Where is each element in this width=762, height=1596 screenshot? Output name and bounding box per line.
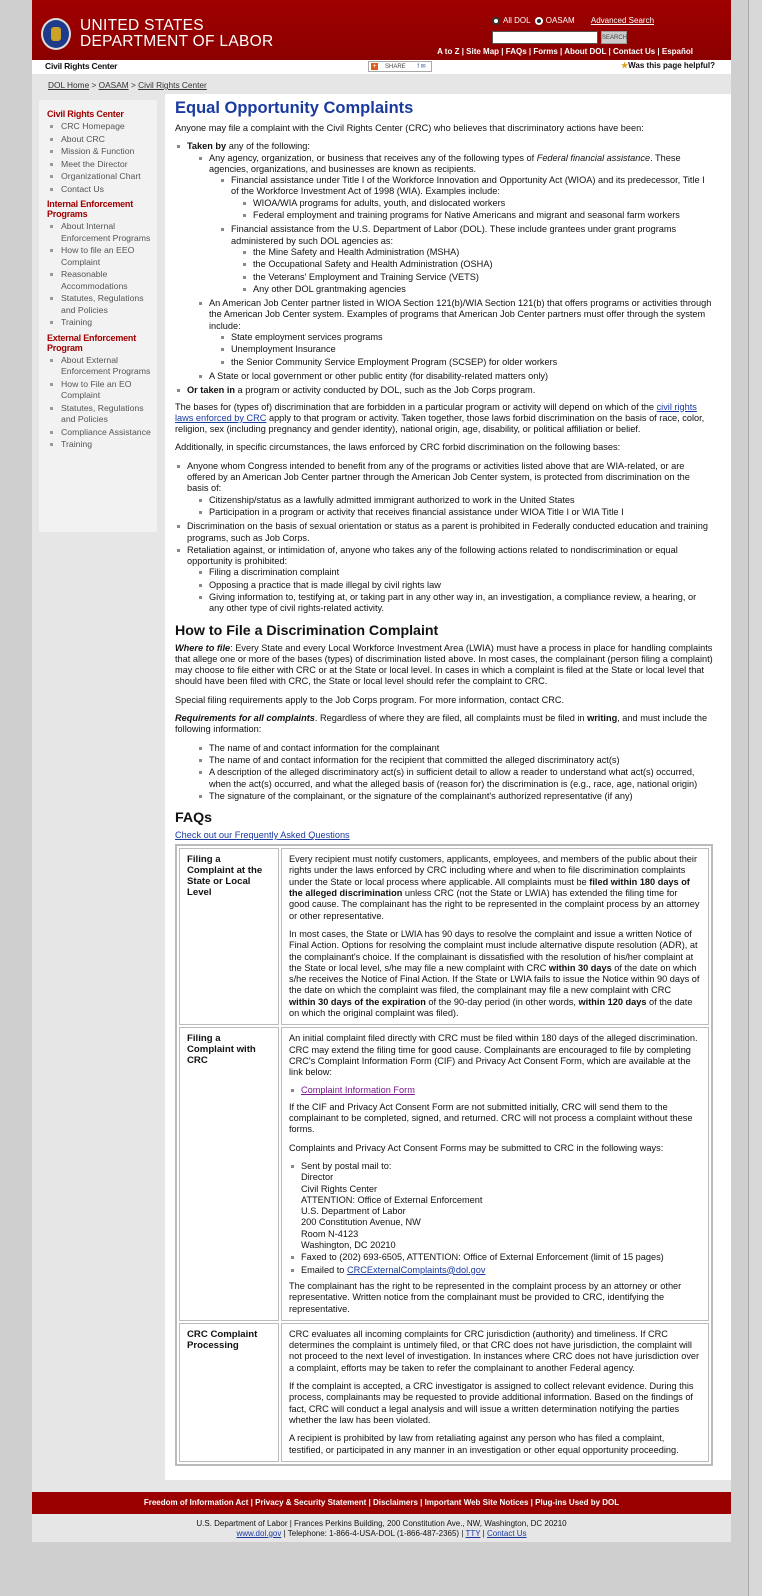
sidebar-item[interactable]: How to File an EO Complaint <box>47 379 151 402</box>
sidebar-item[interactable]: Statutes, Regulations and Policies <box>47 403 151 426</box>
facebook-twitter-email-icons: f ✉ <box>417 64 426 70</box>
row-header: CRC Complaint Processing <box>179 1323 279 1462</box>
bold-text: writing <box>587 713 618 724</box>
list-item <box>219 344 713 355</box>
bullet-list <box>241 198 713 222</box>
breadcrumb-separator: > <box>128 80 139 90</box>
list-item <box>197 507 713 518</box>
radio-all-dol-label: All DOL <box>503 16 531 25</box>
text-segment: The name of and contact information for the complainant <box>209 742 440 753</box>
cell-paragraph <box>289 1329 700 1374</box>
text-segment: a program or activity conducted by DOL, such as the Job Corps program. <box>235 385 536 396</box>
bold-text: within 30 days of the expiration <box>289 996 426 1007</box>
row-content <box>281 848 709 1025</box>
sidebar-item[interactable]: About CRC <box>47 134 151 146</box>
nav-faqs[interactable]: FAQs <box>505 47 527 56</box>
text-segment: the Mine Safety and Health Administration (MSHA) <box>253 246 460 257</box>
list-item <box>289 1085 700 1096</box>
footer-link[interactable]: Important Web Site Notices <box>424 1497 529 1507</box>
text-segment: Retaliation against, or intimidation of, anyone who takes any of the following actions related to nondiscrimination or equal opportunity is prohibited: <box>187 544 678 567</box>
text-link[interactable]: CRCExternalComplaints@dol.gov <box>346 1264 486 1275</box>
list-item <box>289 1161 700 1251</box>
bullet-list <box>197 153 713 383</box>
sidebar-item[interactable]: Contact Us <box>47 184 151 196</box>
text-segment: any of the following: <box>226 141 310 152</box>
nav-espa-ol[interactable]: Español <box>661 47 693 56</box>
advanced-search-link[interactable]: Advanced Search <box>590 16 655 25</box>
cell-paragraph <box>289 1433 700 1456</box>
nav-separator: | <box>655 47 662 56</box>
nav-separator: | <box>606 47 613 56</box>
cell-paragraph <box>289 1143 700 1154</box>
page <box>32 0 731 1542</box>
text-segment: . Regardless of where they are filed, all complaints must be filed in <box>314 713 588 724</box>
bases-paragraph <box>175 402 713 436</box>
list-item <box>241 198 713 209</box>
text-segment: the Veterans' Employment and Training Service (VETS) <box>253 271 479 282</box>
section-title: Civil Rights Center <box>45 61 118 71</box>
text-segment: , and must include the following information: <box>175 713 708 735</box>
how-to-file-heading: How to File a Discrimination Complaint <box>175 622 439 639</box>
sidebar <box>39 100 157 532</box>
radio-oasam-label: OASAM <box>545 16 575 25</box>
nav-site-map[interactable]: Site Map <box>466 47 500 56</box>
list-item <box>241 272 713 283</box>
faqs-heading: FAQs <box>175 810 213 827</box>
address-line: U.S. Department of Labor <box>301 1206 406 1217</box>
list-item <box>197 153 713 296</box>
list-item <box>219 332 713 343</box>
separator: | <box>480 1528 487 1538</box>
text-segment: A State or local government or other public entity (for disability-related matters only) <box>209 370 549 381</box>
cell-paragraph <box>289 1281 700 1315</box>
list-item <box>219 224 713 295</box>
row-header: Filing a Complaint with CRC <box>179 1027 279 1321</box>
text-segment: The complainant has the right to be represented in the complaint process by an attorney or other representative. Written notice from the complainant must be provided to CRC, identifying the representative. <box>289 1280 682 1314</box>
text-segment: : Every State and every Local Workforce Investment Area (LWIA) must have a process in place for handling complaints that allege one or more of the bases (types) of discrimination listed above. In most cases, the complainant (person filing a complaint) may choose to file either with CRC or at the State or local level. In cases in which a complaint is filed at the State or local level that should have been filed with CRC, the State or local level should refer the complaint to CRC. <box>175 642 713 687</box>
bullet-list <box>197 743 713 802</box>
bold-text: Or taken in <box>187 385 235 396</box>
bold-text: within 120 days <box>578 996 647 1007</box>
org-line-1: UNITED STATES <box>80 17 204 34</box>
text-segment: Any other DOL grantmaking agencies <box>253 283 406 294</box>
bold-text: Where to file <box>175 642 231 653</box>
nav-separator: | <box>526 47 534 56</box>
list-item <box>197 743 713 754</box>
bullet-list <box>289 1161 700 1276</box>
text-segment: of the date on which the original complaint was filed). <box>289 996 693 1018</box>
sidebar-item[interactable]: Training <box>47 439 151 451</box>
bullet-list <box>289 1085 700 1096</box>
footer-link[interactable]: Plug-ins Used by DOL <box>535 1497 620 1507</box>
bullet-list <box>175 461 713 615</box>
text-segment: The signature of the complainant, or the signature of the complainant's authorized representative (if any) <box>209 790 633 801</box>
text-segment: If the CIF and Privacy Act Consent Form are not submitted initially, CRC will send them to the complainant to be completed, signed, and returned. CRC will not process a complaint without these forms. <box>289 1101 693 1135</box>
list-item <box>241 259 713 270</box>
text-segment: Anyone whom Congress intended to benefit from any of the programs or activities listed above that are WIA-related, or are offered by an American Job Center partner through the American Job Center system, is protected from discrimination on the basis of: <box>187 460 690 494</box>
bold-text: within 30 days <box>548 962 612 973</box>
search-input[interactable] <box>492 31 598 44</box>
address-line: Room N-4123 <box>301 1228 359 1239</box>
footer-link[interactable]: Disclaimers <box>372 1497 418 1507</box>
address-line: Director <box>301 1172 334 1183</box>
list-item <box>175 461 713 518</box>
list-item <box>289 1265 700 1276</box>
text-segment: Complaints and Privacy Act Consent Forms may be submitted to CRC in the following ways: <box>289 1142 664 1153</box>
text-segment: Citizenship/status as a lawfully admitted immigrant authorized to work in the United States <box>209 494 575 505</box>
cell-paragraph <box>289 929 700 1019</box>
text-segment: Financial assistance from the U.S. Department of Labor (DOL). These include grantees under grant programs administered by such DOL agencies as: <box>231 224 677 246</box>
footer-separator: | <box>417 1497 425 1507</box>
footer-link[interactable]: Freedom of Information Act <box>143 1497 249 1507</box>
bold-text: Requirements for all complaints <box>175 713 315 724</box>
list-item <box>197 567 713 578</box>
sidebar-item[interactable]: Mission & Function <box>47 146 151 158</box>
star-icon: ★ <box>621 61 629 70</box>
text-segment: Any agency, organization, or business that receives any of the following types of <box>209 152 537 163</box>
bullet-list <box>197 495 713 519</box>
sidebar-list <box>47 121 151 195</box>
text-segment: The name of and contact information for the recipient that committed the alleged discriminatory act(s) <box>209 754 620 765</box>
text-segment: A recipient is prohibited by law from retaliating against any person who has filed a complaint, testified, or participated in any manner in an investigation or other equal opportunity proceeding. <box>289 1433 679 1455</box>
text-segment: . These agencies, organizations, and businesses are known as recipients. <box>209 152 681 174</box>
text-segment: Federal employment and training programs for Native Americans and migrant and seasonal farm workers <box>253 210 680 221</box>
text-segment: In most cases, the State or LWIA has 90 days to resolve the complaint and issue a written Notice of Final Action. Options for resolving the complaint must include alternative dispute resolution (ADR), at the complainant's choice. If the complainant is dissatisfied with the resolution of his/her complaint at the State or local level, s/he may file a new complaint with CRC <box>289 928 698 973</box>
text-link[interactable]: civil rights laws enforced by CRC <box>175 401 697 423</box>
text-segment: WIOA/WIA programs for adults, youth, and dislocated workers <box>253 197 506 208</box>
nav-contact-us[interactable]: Contact Us <box>612 47 656 56</box>
text-segment: Sent by postal mail to: <box>301 1160 392 1171</box>
sidebar-item[interactable]: About Internal Enforcement Programs <box>47 221 151 244</box>
text-segment: Faxed to (202) 693-6505, ATTENTION: Office of External Enforcement (limit of 15 pages) <box>301 1252 664 1263</box>
faq-table <box>175 844 713 1466</box>
faqs-link[interactable]: Check out our Frequently Asked Questions <box>175 830 350 841</box>
page-helpful-link[interactable] <box>621 61 715 70</box>
list-item <box>219 175 713 221</box>
sidebar-item[interactable]: About External Enforcement Programs <box>47 355 151 378</box>
row-content <box>281 1323 709 1462</box>
page-title: Equal Opportunity Complaints <box>175 99 414 117</box>
sidebar-heading[interactable]: Civil Rights Center <box>47 109 124 119</box>
text-segment: Emailed to <box>301 1264 347 1275</box>
list-item <box>197 371 713 382</box>
sidebar-item[interactable]: Compliance Assistance <box>47 427 151 439</box>
bold-text: filed within 180 days of the alleged discrimination <box>289 876 690 899</box>
list-item <box>241 247 713 258</box>
text-segment: Giving information to, testifying at, or taking part in any other way in, an investigation, a compliance review, a hearing, or any other type of civil rights-related activity. <box>209 591 697 614</box>
search-area <box>492 16 722 41</box>
address-line: ATTENTION: Office of External Enforcement <box>301 1194 483 1205</box>
text-segment: An American Job Center partner listed in WIOA Section 121(b)/WIA Section 121(b) that offers programs or activities through the American Job Center system. Examples of programs that American Job Center partners must offer through the system include: <box>209 298 712 331</box>
sidebar-item[interactable]: Meet the Director <box>47 159 151 171</box>
footer-separator: | <box>248 1497 256 1507</box>
sidebar-item[interactable]: Reasonable Accommodations <box>47 269 151 292</box>
text-segment: the Occupational Safety and Health Administration (OSHA) <box>253 259 493 270</box>
nav-separator: | <box>499 47 506 56</box>
text-segment: Financial assistance under Title I of the Workforce Innovation and Opportunity Act (WIOA) and its predecessor, Title I of the Workforce Investment Act of 1998 (WIA). Examples include: <box>231 175 705 197</box>
breadcrumb <box>32 74 731 94</box>
sidebar-item[interactable]: How to file an EEO Complaint <box>47 245 151 268</box>
nav-forms[interactable]: Forms <box>533 47 558 56</box>
list-item <box>289 1252 700 1263</box>
cell-paragraph <box>289 1033 700 1078</box>
sidebar-list <box>47 221 151 329</box>
tty-link[interactable]: TTY <box>465 1528 481 1538</box>
list-item <box>197 592 713 615</box>
list-item <box>219 357 713 368</box>
footer-address <box>32 1514 731 1542</box>
table-row <box>179 1323 709 1462</box>
sidebar-heading[interactable]: External Enforcement Program <box>47 332 137 353</box>
breadcrumb-link[interactable]: OASAM <box>98 80 129 90</box>
list-item <box>197 767 713 790</box>
footer-links <box>32 1492 731 1514</box>
where-to-file-paragraph <box>175 643 713 688</box>
share-button[interactable] <box>368 61 432 72</box>
list-item <box>175 521 713 544</box>
website-link[interactable]: www.dol.gov <box>236 1528 282 1538</box>
list-item <box>197 755 713 766</box>
breadcrumb-separator: > <box>89 80 99 90</box>
text-segment: of the date on which s/he receives the Notice of Final Action. If the State or LWIA fails to issue the Notice within 90 days of the date on which the complaint was filed, the complainant may file a new complaint with CRC <box>289 962 700 996</box>
sidebar-item[interactable]: Statutes, Regulations and Policies <box>47 293 151 316</box>
text-segment: The bases for (types of) discrimination that are forbidden in a particular program or activity will depend on which of the <box>175 401 657 412</box>
text-segment: unless CRC (not the State or LWIA) has extended the filing time for good cause. The complainant has the right to be represented in the complaint process by an attorney or other representative. <box>289 888 700 921</box>
text-segment: Opposing a practice that is made illegal by civil rights law <box>209 579 441 590</box>
nav-a-to-z[interactable]: A to Z <box>437 47 460 56</box>
additional-bases-list <box>175 461 713 615</box>
sidebar-heading[interactable]: Internal Enforcement Programs <box>47 199 134 219</box>
sidebar-list <box>47 355 151 451</box>
breadcrumb-link[interactable]: Civil Rights Center <box>138 80 207 90</box>
text-segment: An initial complaint filed directly with CRC must be filed within 180 days of the alleged discrimination. CRC may extend the filing time for good cause. Complainants are encouraged to file by completing CRC's Complaint Information Form (CIF) and Privacy Act Consent Form, which are available at the link below: <box>289 1033 698 1078</box>
complaint-sources-list <box>175 141 713 396</box>
additionally-paragraph: Additionally, in specific circumstances, the laws enforced by CRC forbid discrimination on the following bases: <box>175 442 621 453</box>
breadcrumb-link[interactable]: DOL Home <box>48 80 90 90</box>
text-segment: A description of the alleged discriminatory act(s) in sufficient detail to allow a reader to understand what act(s) occurred, when the act(s) occurred, and what the alleged basis of (reason for) the discrimination is (e.g., race, age, national origin) <box>209 767 698 789</box>
radio-all-dol[interactable] <box>492 17 500 25</box>
intro-text: Anyone may file a complaint with the Civil Rights Center (CRC) who believes that discriminatory actions have been: <box>175 123 644 133</box>
bullet-list <box>197 567 713 614</box>
bullet-list <box>219 332 713 368</box>
text-segment: Participation in a program or activity that receives financial assistance under WIOA Title I or WIA Title I <box>209 506 624 517</box>
list-item <box>175 385 713 396</box>
share-label: SHARE <box>385 64 406 70</box>
list-item <box>241 210 713 221</box>
list-item <box>241 284 713 295</box>
text-segment: of the 90-day period (in other words, <box>425 996 579 1007</box>
table-row <box>179 1027 709 1321</box>
footer-contact-link[interactable]: Contact Us <box>486 1528 527 1538</box>
address-text: U.S. Department of Labor | Frances Perkins Building, 200 Constitution Ave., NW, Washington, DC 20210 <box>196 1518 567 1528</box>
search-button[interactable]: SEARCH <box>601 31 627 44</box>
footer-link[interactable]: Privacy & Security Statement <box>255 1497 367 1507</box>
bold-text: Taken by <box>187 141 227 152</box>
site-header <box>32 0 731 60</box>
sidebar-item[interactable]: Training <box>47 317 151 329</box>
special-requirements-paragraph: Special filing requirements apply to the Job Corps program. For more information, contact CRC. <box>175 694 565 705</box>
phone-text: | Telephone: 1-866-4-USA-DOL (1-866-487-2365) | <box>281 1528 466 1538</box>
text-segment: CRC evaluates all incoming complaints for CRC jurisdiction (authority) and timeliness. If CRC determines the complaint is untimely filed, or that CRC does not have jurisdiction, the complaint will not proceed to the next level of investigation. In instances where CRC does not have jurisdiction over a complaint, efforts may be taken to refer the complainant to another Federal agency. <box>289 1328 700 1373</box>
address-line: Civil Rights Center <box>301 1183 378 1194</box>
nav-about-dol[interactable]: About DOL <box>564 47 607 56</box>
requirements-list <box>197 743 713 802</box>
text-segment: If the complaint is accepted, a CRC investigator is assigned to collect relevant evidence. During this process, complainants may be requested to provide additional information. Based on the findings of fact, CRC will conduct a legal analysis and will issue a written determination notifying the parties whether the law has been violated. <box>289 1381 694 1425</box>
scrollbar[interactable] <box>748 0 762 1596</box>
footer-separator: | <box>366 1497 373 1507</box>
list-item <box>175 141 713 382</box>
visited-link[interactable]: Complaint Information Form <box>301 1085 415 1096</box>
text-segment: Every recipient must notify customers, applicants, employees, and members of the public about their rights under the laws enforced by CRC including where and when to file discrimination complaints under the State or local process where applicable. All complaints must be <box>289 854 698 887</box>
org-line-2: DEPARTMENT OF LABOR <box>80 33 274 50</box>
agency-name[interactable] <box>80 18 273 50</box>
bullet-list <box>175 141 713 396</box>
cell-paragraph <box>289 1102 700 1136</box>
main-content <box>165 94 731 1480</box>
radio-oasam[interactable] <box>535 17 543 25</box>
text-segment: State employment services programs <box>231 332 383 343</box>
sidebar-item[interactable]: Organizational Chart <box>47 171 151 183</box>
requirements-paragraph <box>175 713 713 736</box>
italic-text: Federal financial assistance <box>536 152 651 163</box>
address-line: 200 Constitution Avenue, NW <box>301 1217 421 1228</box>
bullet-list <box>219 175 713 295</box>
text-segment: Filing a discrimination complaint <box>209 567 340 578</box>
helpful-label: Was this page helpful? <box>628 61 715 70</box>
text-segment: Discrimination on the basis of sexual orientation or status as a parent is prohibited in Federally conducted education and training programs, such as Job Corps. <box>187 521 708 543</box>
bullet-list <box>241 247 713 295</box>
dol-seal-logo[interactable] <box>41 18 71 50</box>
sidebar-item[interactable]: CRC Homepage <box>47 121 151 133</box>
list-item <box>197 495 713 506</box>
nav-separator: | <box>557 47 565 56</box>
subheader <box>32 60 731 74</box>
list-item <box>197 580 713 591</box>
list-item <box>197 791 713 802</box>
table-row <box>179 848 709 1025</box>
nav-separator: | <box>459 47 467 56</box>
cell-paragraph <box>289 1381 700 1426</box>
list-item <box>197 298 713 368</box>
row-header: Filing a Complaint at the State or Local Level <box>179 848 279 1025</box>
text-segment: Unemployment Insurance <box>231 344 336 355</box>
cell-paragraph <box>289 854 700 922</box>
list-item <box>175 545 713 615</box>
row-content <box>281 1027 709 1321</box>
text-segment: the Senior Community Service Employment Program (SCSEP) for older workers <box>231 356 558 367</box>
text-segment: apply to that program or activity. Taken together, those laws forbid discrimination on the basis of race, color, religion, sex (including pregnancy and gender identity), national origin, age, disability, or political affiliation or belief. <box>175 412 705 435</box>
top-nav <box>437 47 693 56</box>
footer-separator: | <box>528 1497 536 1507</box>
address-line: Washington, DC 20210 <box>301 1240 396 1251</box>
